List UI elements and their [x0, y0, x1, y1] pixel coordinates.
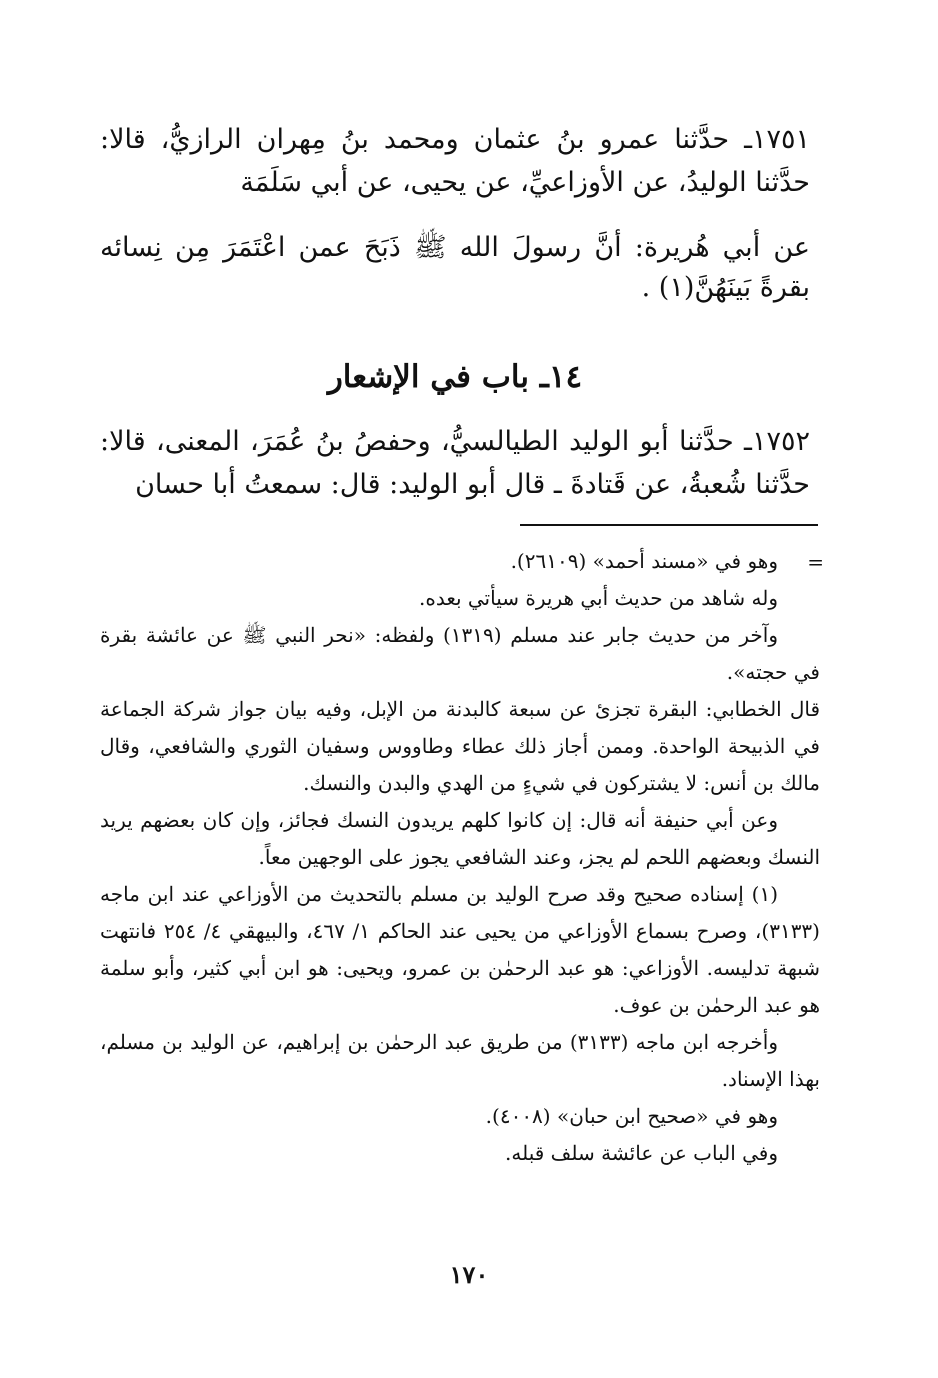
footnote-paragraph: وآخر من حديث جابر عند مسلم (١٣١٩) ولفظه: «نحر النبي ﷺ عن عائشة بقرة في حجته».	[100, 623, 820, 684]
page-number: ١٧٠	[449, 1260, 489, 1289]
footnote-paragraph: (١) إسناده صحيح وقد صرح الوليد بن مسلم بالتحديث من الأوزاعي عند ابن ماجه (٣١٣٣)، وصرح بسماع الأوزاعي من يحيى عند الحاكم ١/ ٤٦٧، والبيهقي ٤/ ٢٥٤ فانتهت شبهة تدليسه. الأوزاعي: هو عبد الرحمٰن بن عمرو، ويحيى: هو ابن أبي كثير، وأبو سلمة هو عبد الرحمٰن بن عوف.	[100, 882, 820, 1017]
footnotes	[100, 543, 820, 1172]
footnote-paragraph: قال الخطابي: البقرة تجزئ عن سبعة كالبدنة من الإبل، وفيه بيان جواز شركة الجماعة في الذبيحة الواحدة. وممن أجاز ذلك عطاء وطاووس وسفيان الثوري والشافعي، وقال مالك بن أنس: لا يشتركون في شيءٍ من الهدي والبدن والنسك.	[100, 697, 820, 795]
footnote-paragraph: وله شاهد من حديث أبي هريرة سيأتي بعده.	[418, 586, 778, 610]
footnote-paragraph: وهو في «صحيح ابن حبان» (٤٠٠٨).	[485, 1104, 778, 1128]
footnote-paragraph: وفي الباب عن عائشة سلف قبله.	[505, 1141, 778, 1165]
footnote-paragraph: وعن أبي حنيفة أنه قال: إن كانوا كلهم يريدون النسك فجائز، وإن كان بعضهم يريد النسك وبعضهم اللحم لم يجز، وعند الشافعي يجوز على الوجهين معاً.	[100, 808, 820, 869]
continuation-mark: =	[807, 550, 824, 574]
hadith-1751-isnad: ١٧٥١ـ حدَّثنا عمرو بنُ عثمان ومحمد بنُ مِهران الرازيُّ، قالا: حدَّثنا الوليدُ، عن الأوزاعيِّ، عن يحيى، عن أبي سَلَمَة	[100, 124, 810, 198]
footnote-paragraph: وأخرجه ابن ماجه (٣١٣٣) من طريق عبد الرحمٰن بن إبراهيم، عن الوليد بن مسلم، بهذا الإسناد.	[100, 1030, 820, 1091]
footnote-paragraph: وهو في «مسند أحمد» (٢٦١٠٩).	[510, 549, 778, 573]
hadith-1751-matn: عن أبي هُريرة: أنَّ رسولَ الله ﷺ ذَبَحَ عمن اعْتَمَرَ مِن نِسائه بقرةً بَينَهُنَّ(١) .	[100, 232, 810, 303]
hadith-1752-isnad: ١٧٥٢ـ حدَّثنا أبو الوليد الطيالسيُّ، وحفصُ بنُ عُمَرَ، المعنى، قالا: حدَّثنا شُعبةُ، عن قَتادةَ ـ قال أبو الوليد: قال: سمعتُ أبا حسان	[100, 426, 810, 500]
chapter-heading: ١٤ـ باب في الإشعار	[327, 359, 583, 395]
footnote-divider	[520, 524, 818, 526]
